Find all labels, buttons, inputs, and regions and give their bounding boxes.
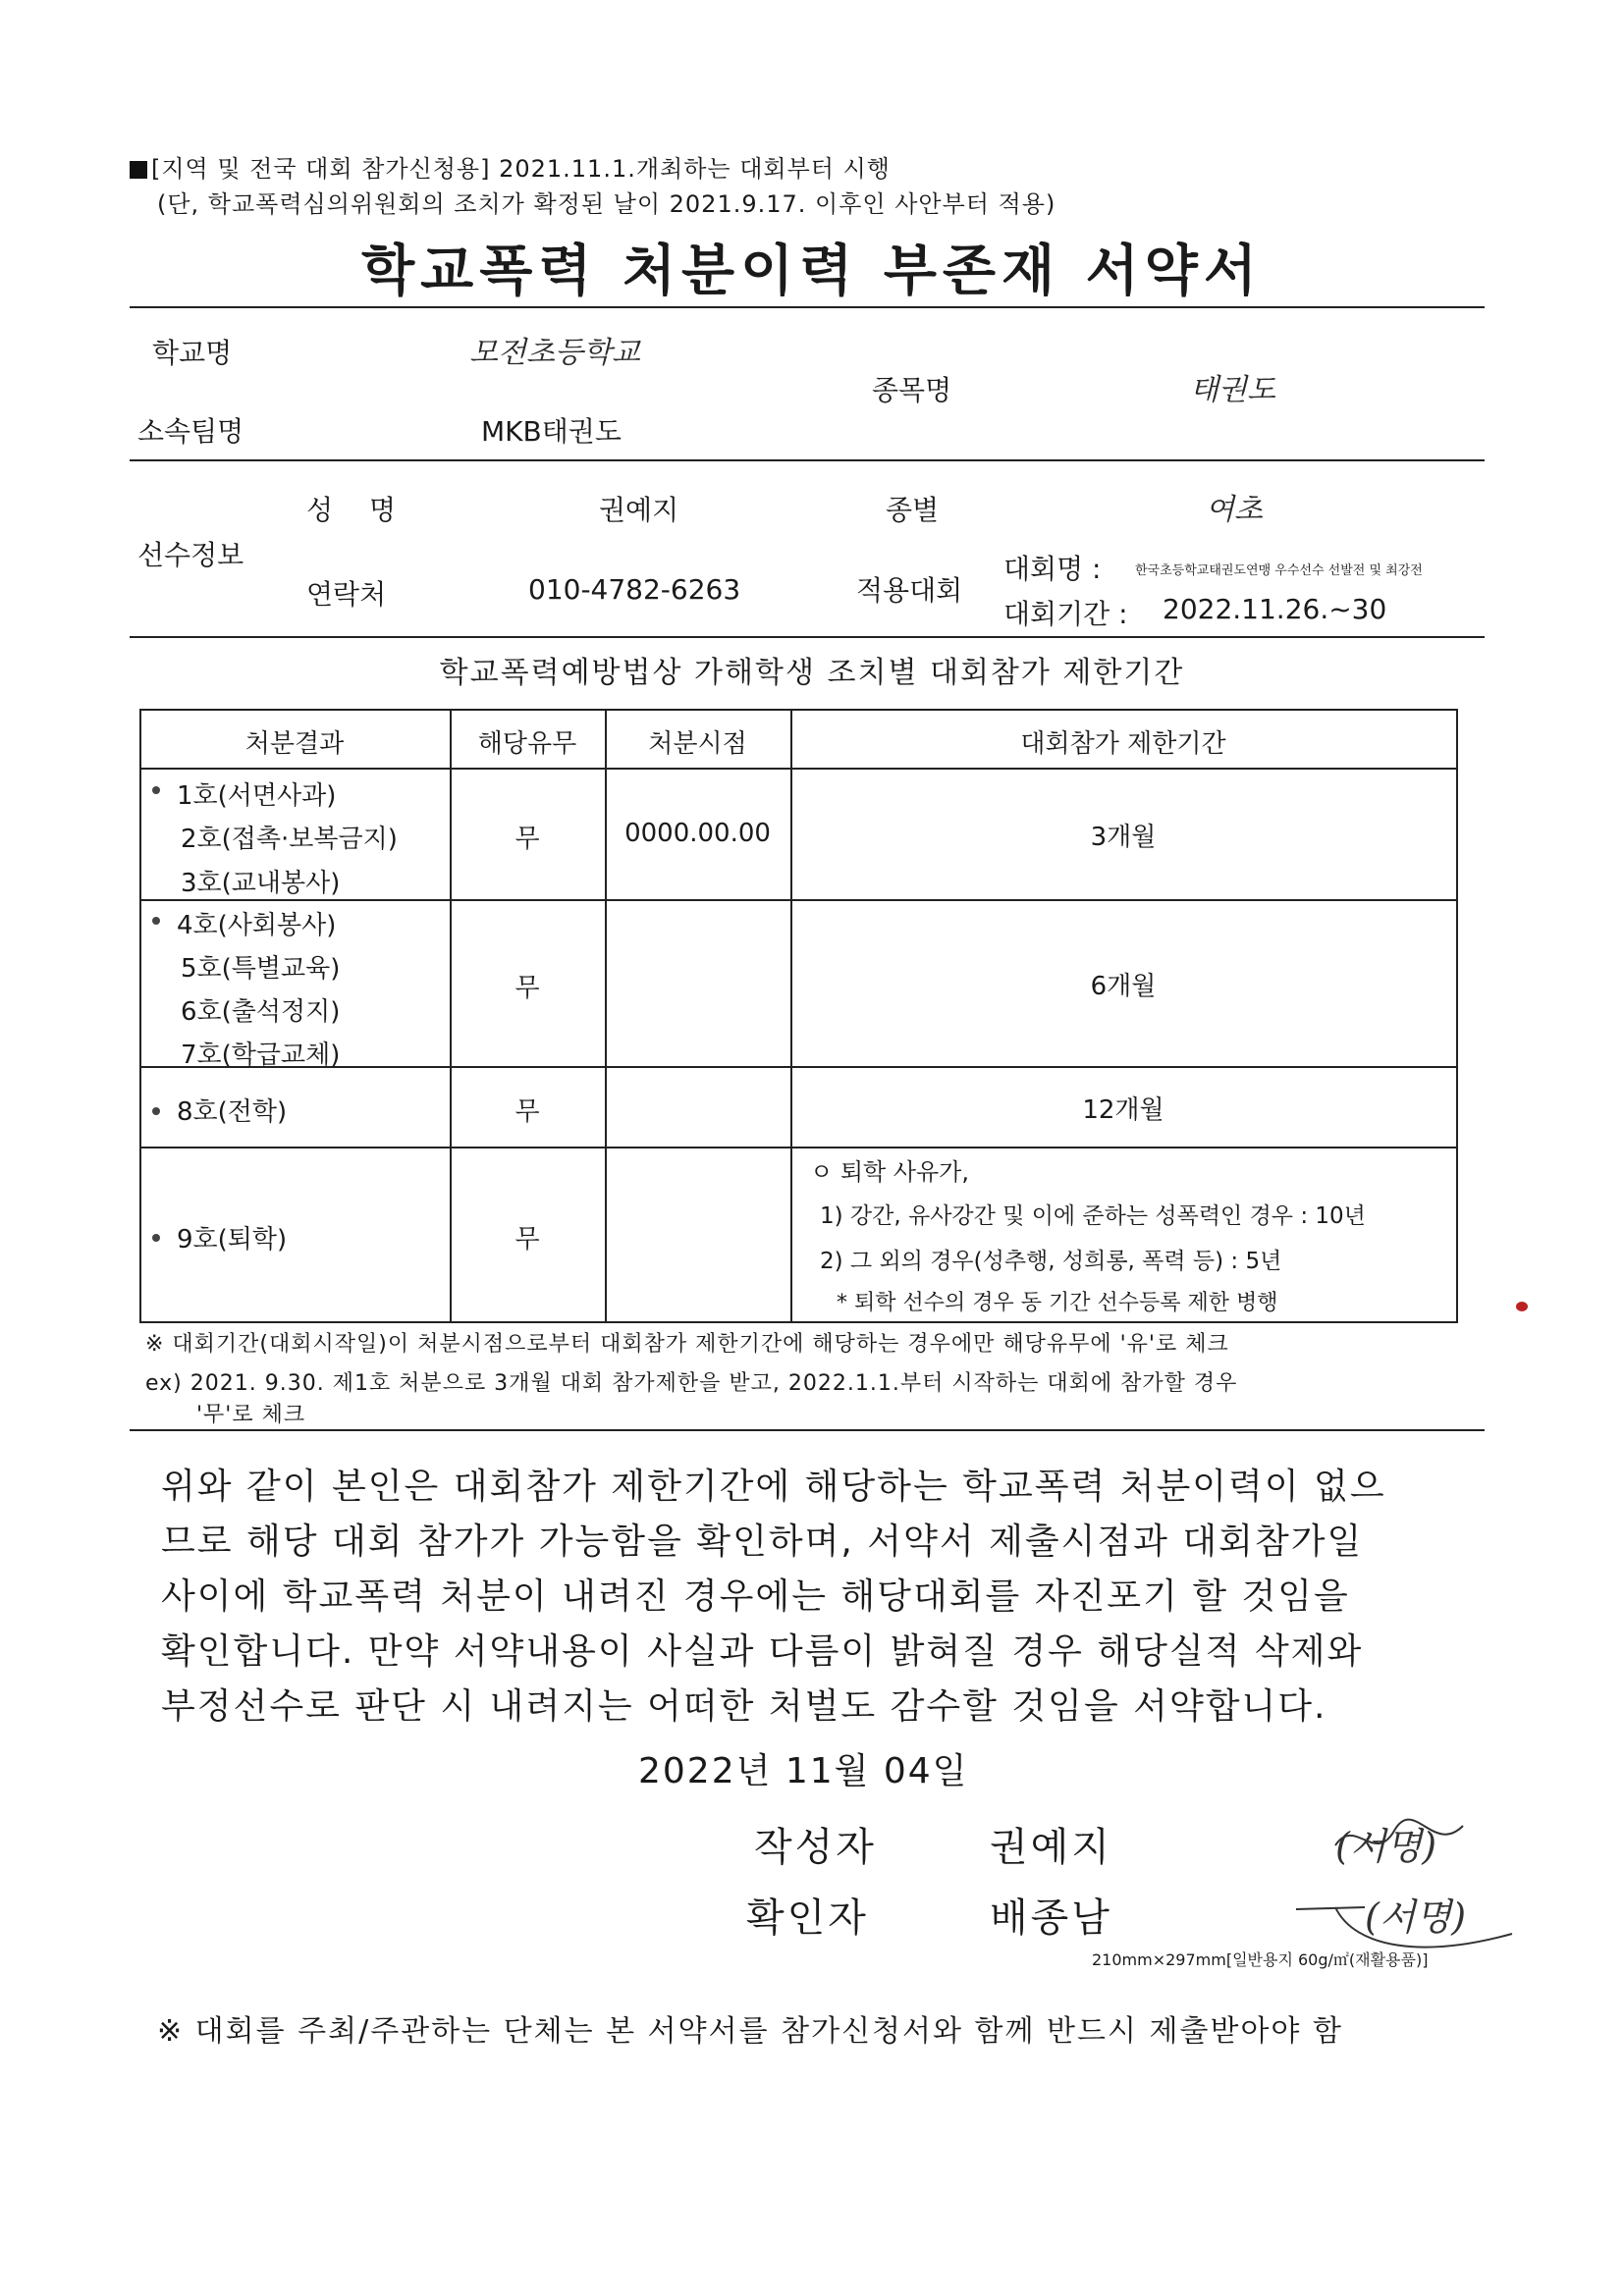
table-caption: 학교폭력예방법상 가해학생 조치별 대회참가 제한기간 xyxy=(439,656,1185,690)
category-label: 종별 xyxy=(886,494,940,526)
event-period-label: 대회기간 : xyxy=(1003,598,1128,630)
team-value: MKB태권도 xyxy=(481,415,622,448)
expulsion-note: ㅇ 퇴학 사유가, xyxy=(810,1158,969,1186)
notes-rule xyxy=(130,1429,1485,1431)
info-top-rule xyxy=(130,306,1485,308)
measure-item: 4호(사회봉사) xyxy=(177,911,337,940)
pledge-date: 2022년 11월 04일 xyxy=(638,1751,969,1791)
table-header: 해당유무 xyxy=(477,729,577,759)
expulsion-note: * 퇴학 선수의 경우 동 기간 선수등록 제한 병행 xyxy=(837,1291,1278,1315)
table-header: 처분시점 xyxy=(648,729,747,759)
bullet-icon xyxy=(152,1107,160,1115)
name-value: 권예지 xyxy=(599,494,679,526)
restriction-period: 6개월 xyxy=(1090,972,1157,1001)
sport-label: 종목명 xyxy=(872,374,952,406)
confirmer-signature: (서명) xyxy=(1365,1896,1467,1939)
expulsion-note: 1) 강간, 유사강간 및 이에 준하는 성폭력인 경우 : 10년 xyxy=(820,1203,1366,1229)
player-info-label: 선수정보 xyxy=(137,539,244,571)
confirmer-label: 확인자 xyxy=(746,1896,869,1941)
document-title: 학교폭력 처분이력 부존재 서약서 xyxy=(361,240,1263,303)
event-period-value: 2022.11.26.~30 xyxy=(1163,593,1387,625)
applicable-value: 무 xyxy=(514,825,540,854)
name-label: 성 명 xyxy=(306,494,409,526)
header-line-2: (단, 학교폭력심의위원회의 조치가 확정된 날이 2021.9.17. 이후인 사안부터 적용) xyxy=(157,190,1056,218)
measure-item: 1호(서면사과) xyxy=(177,781,337,811)
writer-name: 권예지 xyxy=(990,1825,1112,1870)
school-value: 모전초등학교 xyxy=(469,336,640,370)
measure-item: 9호(퇴학) xyxy=(177,1225,288,1255)
pledge-line: 위와 같이 본인은 대회참가 제한기간에 해당하는 학교폭력 처분이력이 없으 xyxy=(161,1467,1386,1507)
restriction-period: 3개월 xyxy=(1090,823,1157,852)
header-line-1: [지역 및 전국 대회 참가신청용] 2021.11.1.개최하는 대회부터 시행 xyxy=(130,149,891,184)
footer-note: ※ 대회를 주최/주관하는 단체는 본 서약서를 참가신청서와 함께 반드시 제출받아야 함 xyxy=(157,2014,1343,2049)
writer-signature: (서명) xyxy=(1335,1825,1437,1868)
table-header: 대회참가 제한기간 xyxy=(1020,729,1226,759)
note-line: ※ 대회기간(대회시작일)이 처분시점으로부터 대회참가 제한기간에 해당하는 경우에만 해당유무에 '유'로 체크 xyxy=(145,1332,1229,1357)
pledge-line: 확인합니다. 만약 서약내용이 사실과 다름이 밝혀질 경우 해당실적 삭제와 xyxy=(161,1631,1364,1672)
event-name-label: 대회명 : xyxy=(1003,553,1102,585)
contact-value: 010-4782-6263 xyxy=(528,573,741,606)
writer-label: 작성자 xyxy=(754,1825,877,1870)
confirmer-name: 배종남 xyxy=(990,1896,1112,1941)
measure-item: 2호(접촉·보복금지) xyxy=(181,825,398,854)
school-label: 학교명 xyxy=(152,337,233,369)
info-mid-rule xyxy=(130,459,1485,461)
event-label: 적용대회 xyxy=(856,574,963,607)
ink-mark xyxy=(1516,1302,1528,1311)
applicable-value: 무 xyxy=(514,1225,540,1255)
restriction-period: 12개월 xyxy=(1082,1095,1164,1125)
event-name-value: 한국초등학교태권도연맹 우수선수 선발전 및 최강전 xyxy=(1135,563,1423,578)
square-bullet-icon xyxy=(130,161,147,179)
table-header: 처분결과 xyxy=(244,729,345,759)
measure-item: 3호(교내봉사) xyxy=(181,869,341,898)
bullet-icon xyxy=(152,786,160,794)
applicable-value: 무 xyxy=(514,1097,540,1127)
pledge-line: 므로 해당 대회 참가가 가능함을 확인하며, 서약서 제출시점과 대회참가일 xyxy=(161,1522,1364,1562)
sport-value: 태권도 xyxy=(1190,373,1275,407)
note-line: '무'로 체크 xyxy=(196,1403,306,1427)
applicable-value: 무 xyxy=(514,974,540,1003)
paper-spec: 210mm×297mm[일반용지 60g/㎡(재활용품)] xyxy=(1092,1950,1429,1969)
team-label: 소속팀명 xyxy=(137,415,244,448)
bullet-icon xyxy=(152,1234,160,1242)
measure-item: 7호(학급교체) xyxy=(181,1041,341,1070)
bullet-icon xyxy=(152,917,160,925)
note-line: ex) 2021. 9.30. 제1호 처분으로 3개월 대회 참가제한을 받고, 2022.1.1.부터 시작하는 대회에 참가할 경우 xyxy=(145,1371,1238,1396)
info-bottom-rule xyxy=(130,636,1485,638)
signature-scribble-icon xyxy=(1326,1806,1483,1875)
contact-label: 연락처 xyxy=(306,578,387,611)
measure-item: 5호(특별교육) xyxy=(181,954,341,984)
pledge-line: 부정선수로 판단 시 내려지는 어떠한 처벌도 감수할 것임을 서약합니다. xyxy=(161,1686,1327,1727)
expulsion-note: 2) 그 외의 경우(성추행, 성희롱, 폭력 등) : 5년 xyxy=(820,1249,1282,1274)
category-value: 여초 xyxy=(1206,493,1263,527)
pledge-line: 사이에 학교폭력 처분이 내려진 경우에는 해당대회를 자진포기 할 것임을 xyxy=(161,1576,1350,1617)
disposal-date: 0000.00.00 xyxy=(624,819,771,848)
measure-item: 6호(출석정지) xyxy=(181,997,341,1027)
measure-item: 8호(전학) xyxy=(177,1097,288,1127)
